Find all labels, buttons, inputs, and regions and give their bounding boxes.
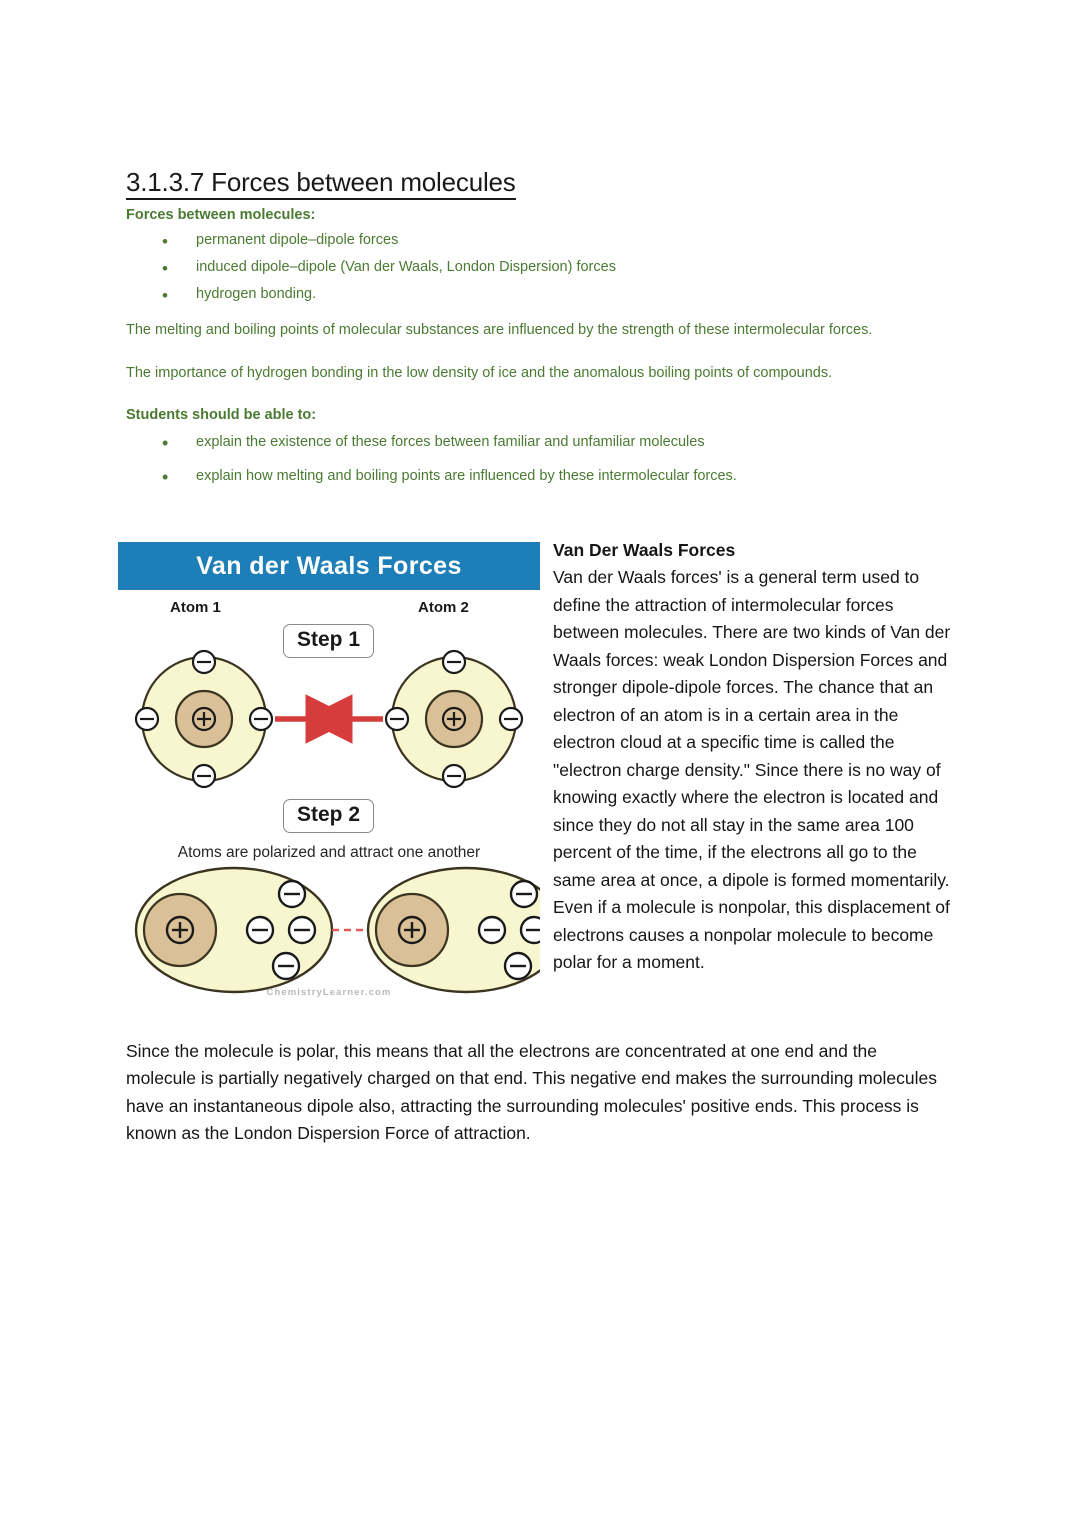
spec-block — [126, 204, 956, 311]
electron — [247, 917, 273, 943]
nucleus-positive-charge — [193, 708, 215, 730]
electron — [500, 708, 522, 730]
electron — [289, 917, 315, 943]
electron — [505, 953, 531, 979]
nucleus-positive-charge — [443, 708, 465, 730]
electron — [443, 765, 465, 787]
right-column-title: Van Der Waals Forces — [553, 540, 736, 560]
list-item: • hydrogen bonding. — [162, 284, 956, 306]
step2-atom-2 — [368, 868, 540, 992]
electron — [511, 881, 537, 907]
figure-diagram — [118, 542, 540, 1012]
list-item: • permanent dipole–dipole forces — [162, 230, 956, 252]
atom-1-label: Atom 1 — [170, 599, 221, 616]
spec-bullet-list — [126, 230, 956, 305]
electron — [479, 917, 505, 943]
nucleus-positive-charge — [399, 917, 425, 943]
van-der-waals-figure — [118, 542, 540, 1012]
electron — [521, 917, 540, 943]
page-title: 3.1.3.7 Forces between molecules — [126, 168, 516, 200]
electron — [250, 708, 272, 730]
right-column-body: Van der Waals forces' is a general term used to define the attraction of intermolecular forces between molecules. There are two kinds of Van der Waals forces: weak London Dispersion Forces and stronger dipole-dipole forces. The chance that an electron of an atom is in a certain area in the electron cloud at a specific time is called the "electron charge density." Since there is no way of knowing exactly where the electron is located and since they do not all stay in the same area 100 percent of the time, if the electrons all go to the same area at once, a dipole is formed momentarily. Even if a molecule is nonpolar, this displacement of electrons causes a nonpolar molecule to become polar for a moment. — [553, 567, 951, 973]
electron — [136, 708, 158, 730]
step-2-badge: Step 2 — [283, 799, 374, 833]
list-item: • explain how melting and boiling points are influenced by these intermolecular forces. — [162, 466, 956, 488]
nucleus-positive-charge — [167, 917, 193, 943]
electron — [443, 651, 465, 673]
right-column-text — [553, 537, 958, 977]
step1-atom-1 — [136, 651, 272, 787]
figure-watermark: ChemistryLearner.com — [266, 987, 392, 998]
figure-banner-title: Van der Waals Forces — [196, 551, 462, 580]
bottom-paragraph: Since the molecule is polar, this means that all the electrons are concentrated at one end and the molecule is partially negatively charged on that end. This negative end makes the surrounding molecules have an instantaneous dipole also, attracting the surrounding molecules' positive ends. This process is known as the London Dispersion Force of attraction. — [126, 1041, 937, 1144]
electron — [193, 765, 215, 787]
students-should-be-able-to-subheading: Students should be able to: — [126, 407, 317, 423]
step-1-badge: Step 1 — [283, 624, 374, 658]
electron — [193, 651, 215, 673]
spec-subheading: Forces between molecules: — [126, 207, 316, 223]
paragraph-hydrogen-bonding-importance: The importance of hydrogen bonding in the low density of ice and the anomalous boiling points of compounds. — [126, 365, 833, 381]
list-item: • induced dipole–dipole (Van der Waals, London Dispersion) forces — [162, 257, 956, 279]
electron — [279, 881, 305, 907]
step2-atom-1 — [136, 868, 332, 992]
list-item: • explain the existence of these forces between familiar and unfamiliar molecules — [162, 432, 956, 454]
step1-atom-2 — [386, 651, 522, 787]
step-2-caption: Atoms are polarized and attract one another — [177, 844, 481, 861]
atom-2-label: Atom 2 — [418, 599, 469, 616]
electron — [386, 708, 408, 730]
paragraph-melting-boiling: The melting and boiling points of molecular substances are influenced by the strength of these intermolecular forces. — [126, 322, 873, 338]
student-objectives-list — [126, 432, 956, 500]
electron — [273, 953, 299, 979]
